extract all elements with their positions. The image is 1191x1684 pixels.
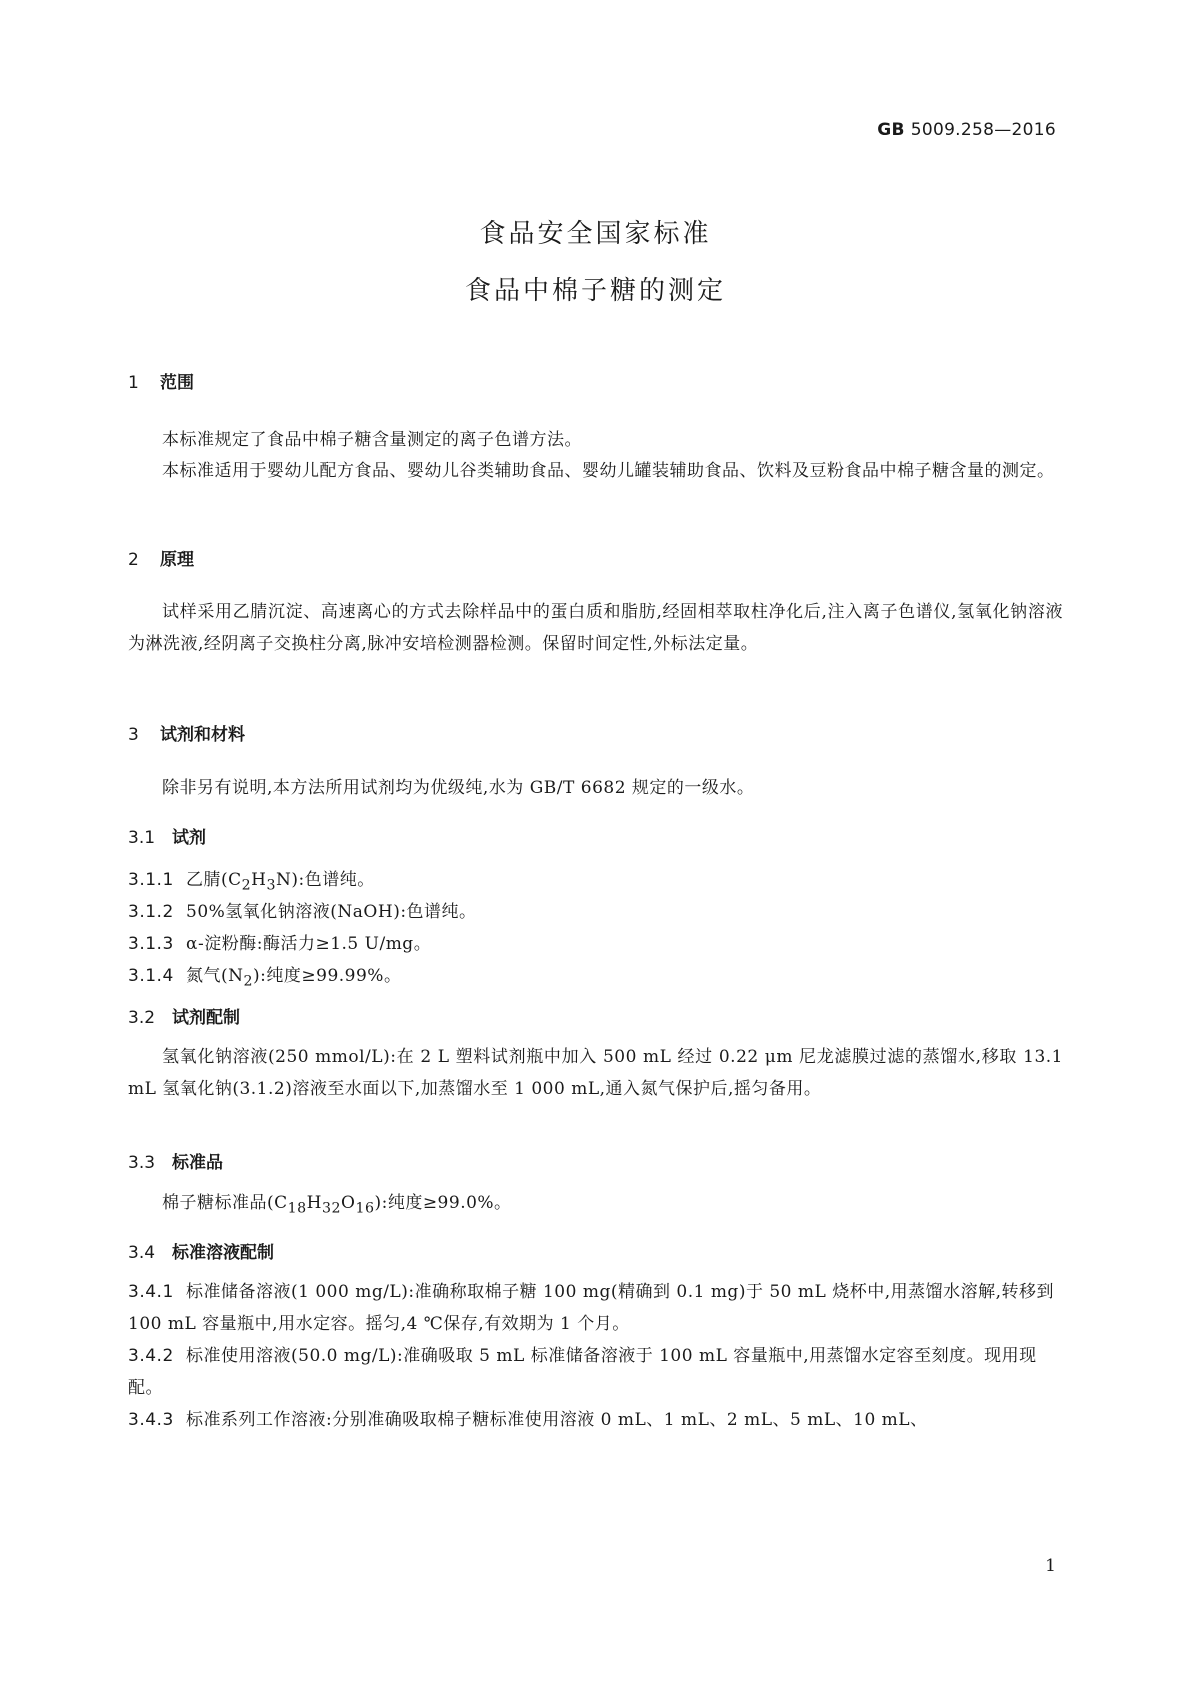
reagent-preparation-paragraph: 氢氧化钠溶液(250 mmol/L):在 2 L 塑料试剂瓶中加入 500 mL 经过 0.22 μm 尼龙滤膜过滤的蒸馏水,移取 13.1 mL 氢氧化钠(3.1.2)溶液至水面以下,加蒸馏水至 1 000 mL,通入氮气保护后,摇匀备用。: [128, 1047, 1063, 1099]
document-title-line2: 食品中棉子糖的测定: [464, 276, 726, 306]
principle-paragraph: 试样采用乙腈沉淀、高速离心的方式去除样品中的蛋白质和脂肪,经固相萃取柱净化后,注入离子色谱仪,氢氧化钠溶液为淋洗液,经阴离子交换柱分离,脉冲安培检测器检测。保留时间定性,外标法定量。: [128, 602, 1063, 654]
standard-solution-item-series: 3.4.3 标准系列工作溶液:分别准确吸取棉子糖标准使用溶液 0 mL、1 mL、2 mL、5 mL、10 mL、: [128, 1410, 928, 1430]
section-heading-scope: 1 范围: [128, 373, 194, 393]
page-number: 1: [1045, 1556, 1056, 1576]
scope-paragraph-1: 本标准规定了食品中棉子糖含量测定的离子色谱方法。: [162, 430, 582, 450]
standard-solution-item-stock: 3.4.1 标准储备溶液(1 000 mg/L):准确称取棉子糖 100 mg(精确到 0.1 mg)于 50 mL 烧杯中,用蒸馏水溶解,转移到 100 mL 容量瓶中,用水定容。摇匀,4 ℃保存,有效期为 1 个月。: [128, 1282, 1055, 1334]
standard-raffinose-paragraph: 棉子糖标准品$(C_{18}H_{32}O_{16})$:纯度≥99.0%。: [162, 1193, 512, 1217]
subsection-heading-reagents: 3.1 试剂: [128, 828, 206, 848]
standard-code: 5009.258—2016: [910, 120, 1056, 140]
subsection-heading-reagent-preparation: 3.2 试剂配制: [128, 1008, 240, 1028]
standard-solution-item-working: 3.4.2 标准使用溶液(50.0 mg/L):准确吸取 5 mL 标准储备溶液于 100 mL 容量瓶中,用蒸馏水定容至刻度。现用现配。: [128, 1346, 1037, 1398]
section-heading-principle: 2 原理: [128, 550, 194, 570]
standard-prefix: GB: [877, 120, 905, 140]
reagent-item-nitrogen: 3.1.4 氮气$(N_2)$:纯度≥99.99%。: [128, 966, 402, 990]
reagent-item-amylase: 3.1.3 α-淀粉酶:酶活力≥1.5 U/mg。: [128, 934, 432, 954]
reagent-item-acetonitrile: 3.1.1 乙腈$(C_2H_3N)$:色谱纯。: [128, 870, 375, 894]
reagents-intro-paragraph: 除非另有说明,本方法所用试剂均为优级纯,水为 GB/T 6682 规定的一级水。: [162, 778, 755, 798]
subsection-heading-standard-solution: 3.4 标准溶液配制: [128, 1243, 274, 1263]
document-title-line1: 食品安全国家标准: [479, 219, 712, 249]
scope-paragraph-2: 本标准适用于婴幼儿配方食品、婴幼儿谷类辅助食品、婴幼儿罐装辅助食品、饮料及豆粉食品中棉子糖含量的测定。: [162, 461, 1055, 481]
reagent-item-naoh: 3.1.2 50%氢氧化钠溶液(NaOH):色谱纯。: [128, 902, 477, 922]
subsection-heading-standard: 3.3 标准品: [128, 1153, 223, 1173]
section-heading-reagents-materials: 3 试剂和材料: [128, 725, 245, 745]
standard-code-header: [877, 120, 1056, 140]
